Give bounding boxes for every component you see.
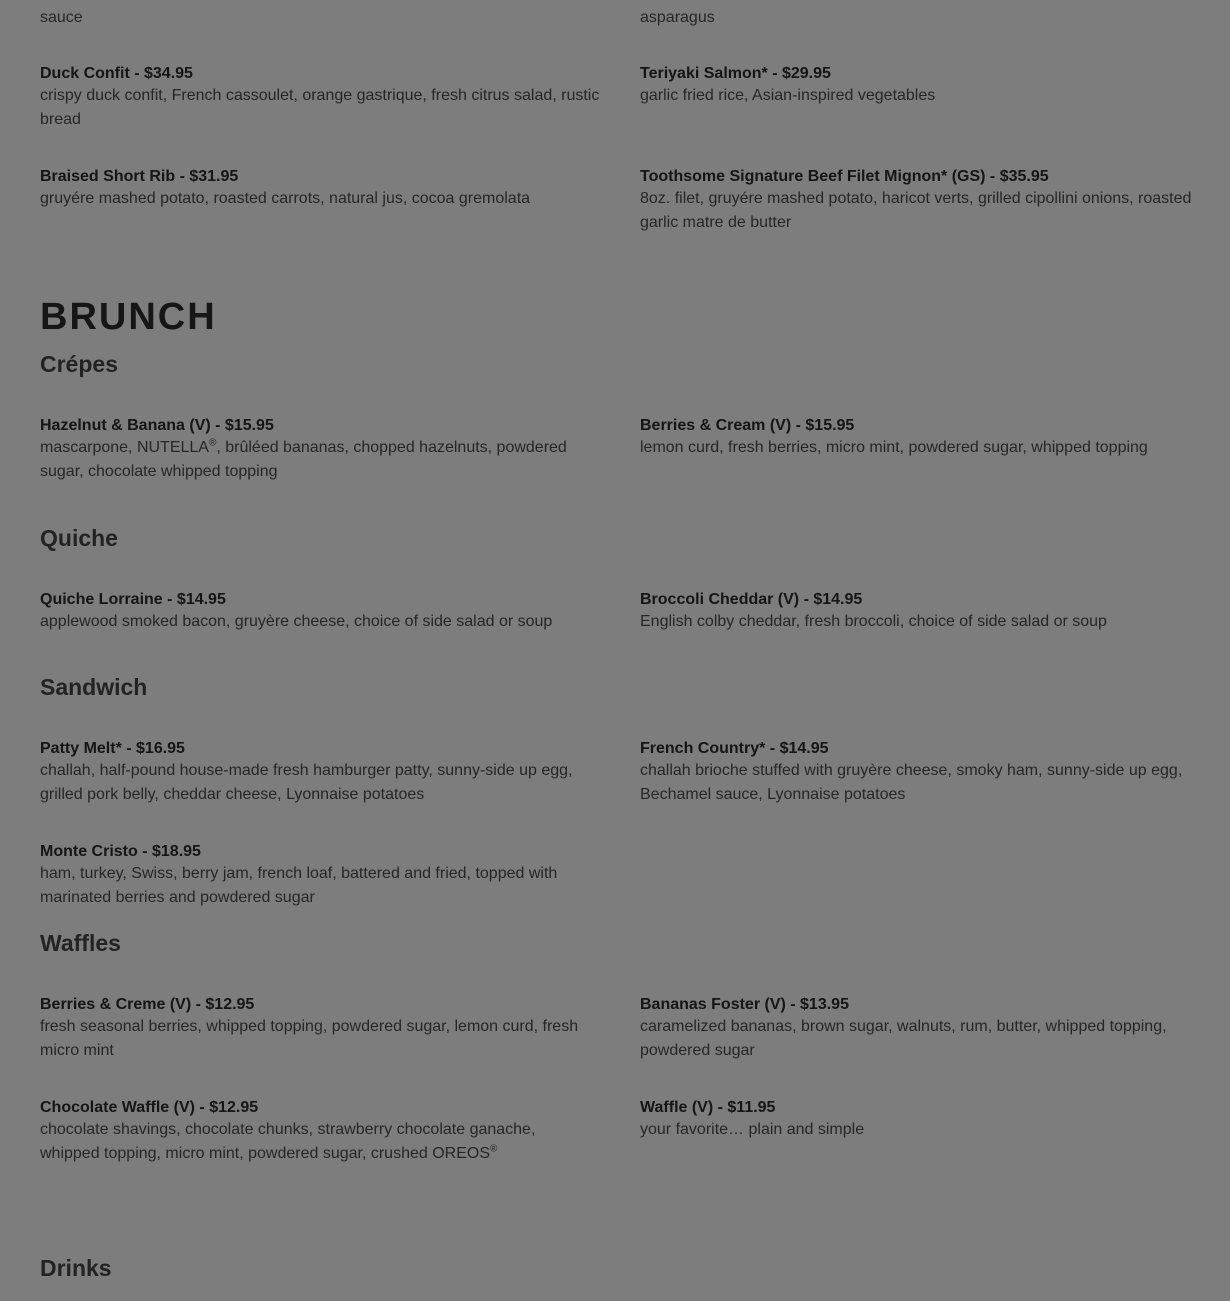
item-desc: crispy duck confit, French cassoulet, orange gastrique, fresh citrus salad, rustic bread [40,87,600,128]
menu-item [640,590,1215,634]
item-name: Bananas Foster (V) - $13.95 [640,996,849,1013]
item-desc: lemon curd, fresh berries, micro mint, powdered sugar, whipped topping [640,439,1148,456]
item-desc: ham, turkey, Swiss, berry jam, french loaf, battered and fried, topped with marinated berries and powdered sugar [40,865,558,906]
item-name: Waffle (V) - $11.95 [640,1099,776,1116]
menu-item [640,1098,1215,1142]
item-name: Monte Cristo - $18.95 [40,843,201,860]
item-name: Teriyaki Salmon* - $29.95 [640,65,831,82]
item-name: Hazelnut & Banana (V) - $15.95 [40,417,274,434]
registered-mark: ® [208,437,217,449]
menu-item [40,842,590,910]
item-name: Broccoli Cheddar (V) - $14.95 [640,591,863,608]
item-name: Berries & Cream (V) - $15.95 [640,417,855,434]
menu-item [40,995,610,1063]
item-name: Duck Confit - $34.95 [40,65,193,82]
menu-item [640,167,1200,235]
subsection-title-quiche: Quiche [40,525,118,551]
item-desc: applewood smoked bacon, gruyère cheese, choice of side salad or soup [40,613,553,630]
item-desc: gruyére mashed potato, roasted carrots, natural jus, cocoa gremolata [40,190,531,207]
item-desc-tail-left: sauce [40,9,83,26]
section-title-brunch: BRUNCH [40,296,217,338]
item-desc: 8oz. filet, gruyére mashed potato, haricot verts, grilled cipollini onions, roasted garlic matre de butter [640,190,1192,231]
item-name: Quiche Lorraine - $14.95 [40,591,226,608]
menu-item [40,590,615,634]
item-desc: mascarpone, NUTELLA®, brûléed bananas, chopped hazelnuts, powdered sugar, chocolate whipped topping [40,437,567,480]
item-desc: English colby cheddar, fresh broccoli, choice of side salad or soup [640,613,1107,630]
item-name: French Country* - $14.95 [640,740,829,757]
item-name: Patty Melt* - $16.95 [40,740,185,757]
subsection-title-sandwich: Sandwich [40,674,148,700]
menu-item [40,1098,570,1166]
section-title-drinks: Drinks [40,1255,112,1281]
item-name: Chocolate Waffle (V) - $12.95 [40,1099,259,1116]
menu-item [40,739,600,807]
item-desc: chocolate shavings, chocolate chunks, strawberry chocolate ganache, whipped topping, micro mint, powdered sugar, crushed OREOS® [40,1121,536,1162]
item-name: Braised Short Rib - $31.95 [40,168,239,185]
item-desc: caramelized bananas, brown sugar, walnuts, rum, butter, whipped topping, powdered sugar [640,1018,1167,1059]
menu-item [640,64,1215,108]
item-name: Toothsome Signature Beef Filet Mignon* (GS) - $35.95 [640,168,1049,185]
menu-item [640,416,1215,460]
menu-item [40,167,615,211]
subsection-title-waffles: Waffles [40,930,121,956]
item-desc: challah brioche stuffed with gruyère cheese, smoky ham, sunny-side up egg, Bechamel sauce, Lyonnaise potatoes [640,762,1183,803]
item-desc-tail-right: asparagus [640,9,715,26]
menu-item [640,995,1200,1063]
menu-item [640,739,1205,807]
item-desc: your favorite… plain and simple [640,1121,865,1138]
item-desc: challah, half-pound house-made fresh hamburger patty, sunny-side up egg, grilled pork belly, cheddar cheese, Lyonnaise potatoes [40,762,573,803]
subsection-title-crepes: Crépes [40,351,118,377]
item-name: Berries & Creme (V) - $12.95 [40,996,255,1013]
menu-item [40,416,600,484]
item-desc: garlic fried rice, Asian-inspired vegetables [640,87,936,104]
item-desc: fresh seasonal berries, whipped topping, powdered sugar, lemon curd, fresh micro mint [40,1018,579,1059]
registered-mark: ® [490,1143,498,1155]
menu-item [40,64,615,132]
